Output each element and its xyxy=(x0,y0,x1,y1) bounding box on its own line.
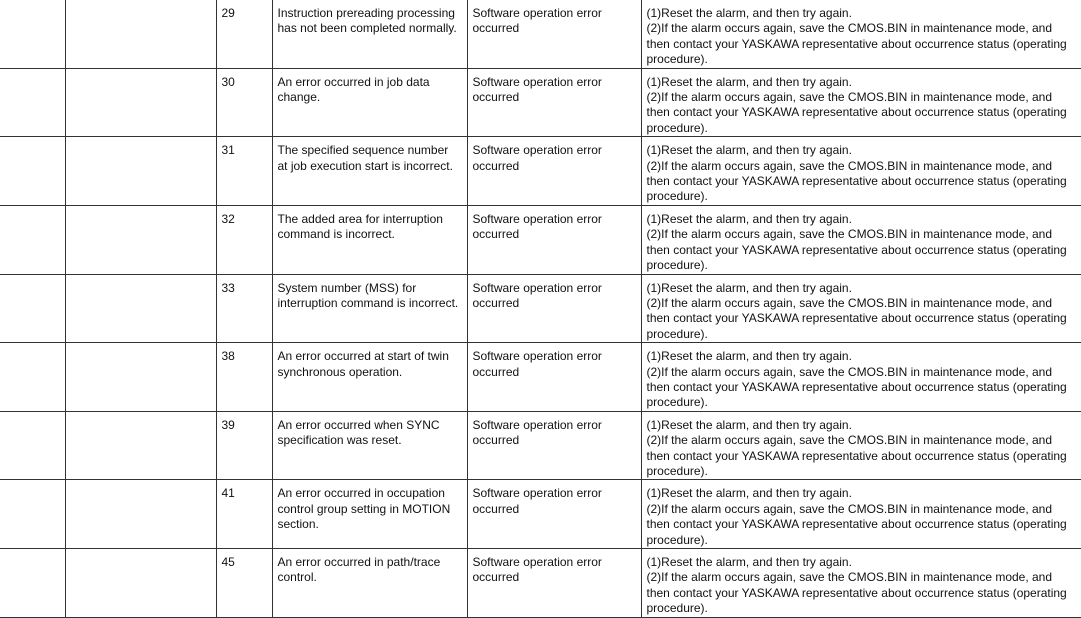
table-row xyxy=(0,549,1081,618)
meaning-cell: An error occurred at start of twin synchronous operation. xyxy=(272,343,467,412)
table-row xyxy=(0,480,1081,549)
blank-cell-1 xyxy=(0,274,65,343)
cause-cell: Software operation error occurred xyxy=(467,411,641,480)
blank-cell-2 xyxy=(65,343,216,412)
blank-cell-1 xyxy=(0,205,65,274)
blank-cell-2 xyxy=(65,205,216,274)
blank-cell-2 xyxy=(65,68,216,137)
table-row xyxy=(0,274,1081,343)
remedy-step: (2)If the alarm occurs again, save the CMOS.BIN in maintenance mode, and then contact your YASKAWA representative about occurrence status (operating procedure). xyxy=(646,295,1067,341)
sub-code-cell: 31 xyxy=(216,137,272,206)
cause-cell: Software operation error occurred xyxy=(467,68,641,137)
remedy-cell xyxy=(641,411,1081,480)
remedy-cell xyxy=(641,480,1081,549)
remedy-step: (2)If the alarm occurs again, save the CMOS.BIN in maintenance mode, and then contact your YASKAWA representative about occurrence status (operating procedure). xyxy=(646,501,1067,547)
remedy-step: (1)Reset the alarm, and then try again. xyxy=(646,349,852,364)
remedy-step: (1)Reset the alarm, and then try again. xyxy=(646,6,852,20)
table-row xyxy=(0,0,1081,68)
remedy-step: (2)If the alarm occurs again, save the CMOS.BIN in maintenance mode, and then contact your YASKAWA representative about occurrence status (operating procedure). xyxy=(646,158,1067,204)
remedy-step: (1)Reset the alarm, and then try again. xyxy=(646,211,852,226)
sub-code-cell: 32 xyxy=(216,205,272,274)
remedy-step: (1)Reset the alarm, and then try again. xyxy=(646,486,852,501)
meaning-cell: The specified sequence number at job execution start is incorrect. xyxy=(272,137,467,206)
remedy-step: (2)If the alarm occurs again, save the CMOS.BIN in maintenance mode, and then contact your YASKAWA representative about occurrence status (operating procedure). xyxy=(646,90,1067,135)
blank-cell-1 xyxy=(0,343,65,412)
blank-cell-1 xyxy=(0,0,65,68)
blank-cell-2 xyxy=(65,274,216,343)
sub-code-cell: 33 xyxy=(216,274,272,343)
remedy-step: (1)Reset the alarm, and then try again. xyxy=(646,143,852,158)
blank-cell-1 xyxy=(0,411,65,480)
blank-cell-2 xyxy=(65,137,216,206)
cause-cell: Software operation error occurred xyxy=(467,549,641,618)
sub-code-cell: 38 xyxy=(216,343,272,412)
meaning-cell: Instruction prereading processing has not been completed normally. xyxy=(272,0,467,68)
sub-code-cell: 41 xyxy=(216,480,272,549)
sub-code-cell: 29 xyxy=(216,0,272,68)
remedy-step: (1)Reset the alarm, and then try again. xyxy=(646,417,852,432)
meaning-cell: An error occurred in path/trace control. xyxy=(272,549,467,618)
remedy-cell xyxy=(641,137,1081,206)
sub-code-cell: 30 xyxy=(216,68,272,137)
cause-cell: Software operation error occurred xyxy=(467,137,641,206)
remedy-step: (2)If the alarm occurs again, save the CMOS.BIN in maintenance mode, and then contact your YASKAWA representative about occurrence status (operating procedure). xyxy=(646,227,1067,273)
blank-cell-1 xyxy=(0,549,65,618)
blank-cell-2 xyxy=(65,480,216,549)
sub-code-cell: 39 xyxy=(216,411,272,480)
table-row xyxy=(0,205,1081,274)
remedy-step: (1)Reset the alarm, and then try again. xyxy=(646,74,852,89)
table-row xyxy=(0,343,1081,412)
remedy-cell xyxy=(641,549,1081,618)
meaning-cell: An error occurred when SYNC specification was reset. xyxy=(272,411,467,480)
blank-cell-1 xyxy=(0,480,65,549)
remedy-step: (1)Reset the alarm, and then try again. xyxy=(646,555,852,569)
remedy-cell xyxy=(641,0,1081,68)
remedy-step: (2)If the alarm occurs again, save the CMOS.BIN in maintenance mode, and then contact your YASKAWA representative about occurrence status (operating procedure). xyxy=(646,433,1067,478)
remedy-step: (2)If the alarm occurs again, save the CMOS.BIN in maintenance mode, and then contact your YASKAWA representative about occurrence status (operating procedure). xyxy=(646,364,1067,410)
cause-cell: Software operation error occurred xyxy=(467,274,641,343)
meaning-cell: An error occurred in job data change. xyxy=(272,68,467,137)
meaning-cell: System number (MSS) for interruption command is incorrect. xyxy=(272,274,467,343)
meaning-cell: The added area for interruption command is incorrect. xyxy=(272,205,467,274)
blank-cell-1 xyxy=(0,68,65,137)
cause-cell: Software operation error occurred xyxy=(467,0,641,68)
cause-cell: Software operation error occurred xyxy=(467,480,641,549)
blank-cell-2 xyxy=(65,411,216,480)
remedy-cell xyxy=(641,205,1081,274)
remedy-cell xyxy=(641,274,1081,343)
remedy-step: (1)Reset the alarm, and then try again. xyxy=(646,280,852,295)
meaning-cell: An error occurred in occupation control group setting in MOTION section. xyxy=(272,480,467,549)
remedy-cell xyxy=(641,343,1081,412)
remedy-cell xyxy=(641,68,1081,137)
cause-cell: Software operation error occurred xyxy=(467,205,641,274)
remedy-step: (2)If the alarm occurs again, save the CMOS.BIN in maintenance mode, and then contact your YASKAWA representative about occurrence status (operating procedure). xyxy=(646,570,1067,616)
table-row xyxy=(0,137,1081,206)
table-row xyxy=(0,68,1081,137)
sub-code-cell: 45 xyxy=(216,549,272,618)
table-row xyxy=(0,411,1081,480)
cause-cell: Software operation error occurred xyxy=(467,343,641,412)
blank-cell-2 xyxy=(65,0,216,68)
blank-cell-1 xyxy=(0,137,65,206)
blank-cell-2 xyxy=(65,549,216,618)
remedy-step: (2)If the alarm occurs again, save the CMOS.BIN in maintenance mode, and then contact your YASKAWA representative about occurrence status (operating procedure). xyxy=(646,21,1067,67)
